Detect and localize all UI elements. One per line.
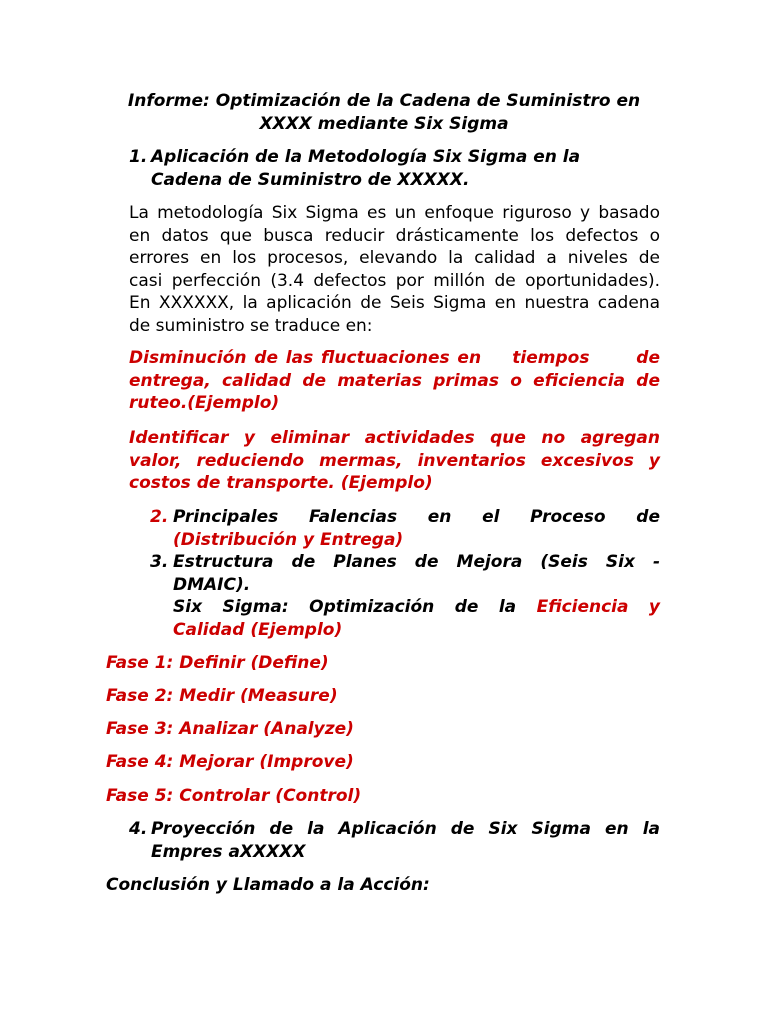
sections-2-3-list bbox=[150, 506, 660, 641]
section-1-line-2: Cadena de Suministro de XXXXX. bbox=[151, 170, 470, 190]
section-2-item bbox=[150, 506, 660, 551]
paragraph-line: En XXXXXX, la aplicación de Seis Sigma en nuestra cadena bbox=[129, 293, 660, 313]
paragraph-line: de suministro se traduce en: bbox=[129, 315, 373, 336]
section-3-line-4: Calidad (Ejemplo) bbox=[173, 619, 343, 640]
section-3-subtitle: Six Sigma: Optimización de la bbox=[173, 597, 537, 617]
section-4-line-2: Empres aXXXXX bbox=[151, 841, 306, 862]
section-3-subtitle-red: Eficiencia y bbox=[536, 597, 660, 617]
section-4-heading bbox=[129, 818, 660, 863]
red-point-2-line: Identificar y eliminar actividades que no agregan bbox=[129, 428, 660, 448]
paragraph-line: errores en los procesos, elevando la calidad a niveles de bbox=[129, 248, 660, 268]
section-1-line-1: Aplicación de la Metodología Six Sigma en la bbox=[151, 147, 581, 167]
phase-3: Fase 3: Analizar (Analyze) bbox=[106, 719, 354, 739]
conclusion-heading: Conclusión y Llamado a la Acción: bbox=[106, 875, 430, 895]
section-3-number: 3. bbox=[150, 552, 169, 572]
section-3-line-2: DMAIC). bbox=[173, 574, 251, 595]
report-title-line-1: Informe: Optimización de la Cadena de Suministro en bbox=[127, 91, 641, 111]
report-title bbox=[100, 90, 668, 136]
section-1-heading bbox=[129, 146, 669, 192]
phase-4: Fase 4: Mejorar (Improve) bbox=[106, 752, 354, 772]
phase-1: Fase 1: Definir (Define) bbox=[106, 653, 329, 673]
red-point-2-line: costos de transporte. (Ejemplo) bbox=[129, 473, 433, 493]
red-example-point-2 bbox=[129, 427, 660, 495]
section-3-line-3 bbox=[173, 596, 660, 619]
red-point-1-line: entrega, calidad de materias primas o eficiencia de bbox=[129, 370, 660, 391]
paragraph-line: casi perfección (3.4 defectos por millón de oportunidades). bbox=[129, 270, 660, 291]
section-4-number: 4. bbox=[129, 819, 148, 839]
intro-paragraph bbox=[129, 202, 660, 337]
section-2-line-1: Principales Falencias en el Proceso de bbox=[173, 507, 660, 527]
red-point-1-line: Disminución de las fluctuaciones en tiempos de bbox=[129, 348, 660, 368]
section-1-number: 1. bbox=[129, 147, 148, 167]
phase-5: Fase 5: Controlar (Control) bbox=[106, 786, 362, 806]
paragraph-line: La metodología Six Sigma es un enfoque riguroso y basado bbox=[129, 203, 660, 223]
section-2-line-2: (Distribución y Entrega) bbox=[173, 529, 404, 550]
section-2-number: 2. bbox=[150, 507, 169, 527]
paragraph-line: en datos que busca reducir drásticamente los defectos o bbox=[129, 225, 660, 246]
report-title-line-2: XXXX mediante Six Sigma bbox=[259, 114, 509, 134]
red-point-2-line: valor, reduciendo mermas, inventarios excesivos y bbox=[129, 450, 660, 471]
section-3-line-1: Estructura de Planes de Mejora (Seis Six - bbox=[173, 552, 660, 572]
red-point-1-line: ruteo.(Ejemplo) bbox=[129, 393, 280, 413]
phase-2: Fase 2: Medir (Measure) bbox=[106, 686, 338, 706]
section-4-line-1: Proyección de la Aplicación de Six Sigma en la bbox=[151, 819, 660, 839]
section-3-item bbox=[150, 551, 660, 641]
red-example-point-1 bbox=[129, 347, 660, 415]
